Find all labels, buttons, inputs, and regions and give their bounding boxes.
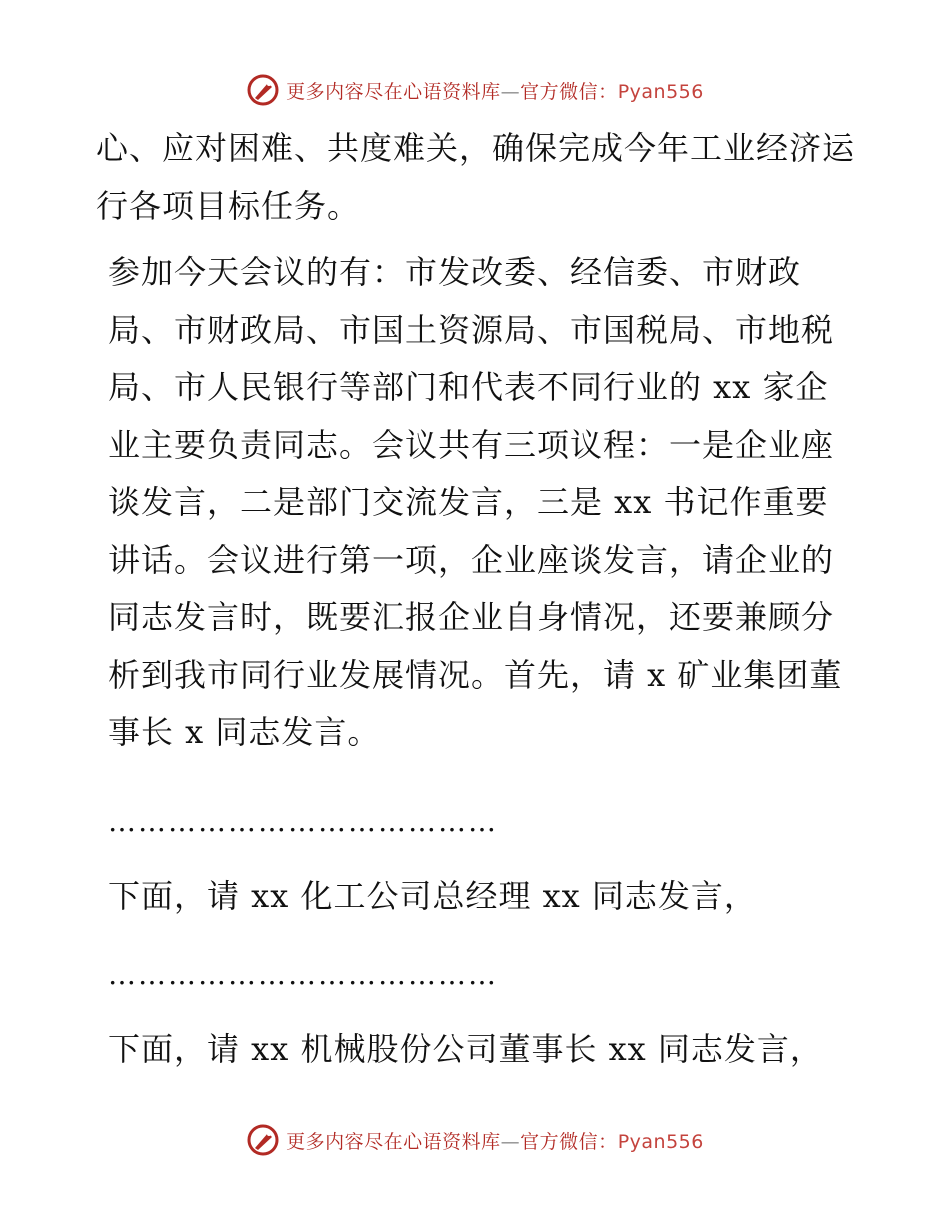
document-body bbox=[96, 120, 856, 1079]
pen-nib-logo-icon bbox=[246, 1123, 280, 1157]
paragraph-2: 参加今天会议的有：市发改委、经信委、市财政局、市财政局、市国土资源局、市国税局、市地税局、市人民银行等部门和代表不同行业的 xx 家企业主要负责同志。会议共有三项议程：一是企业座谈发言，二是部门交流发言，三是 xx 书记作重要讲话。会议进行第一项，企业座谈发言，请企业的同志发言时，既要汇报企业自身情况，还要兼顾分析到我市同行业发展情况。首先，请 x 矿业集团董事长 x 同志发言。 bbox=[108, 253, 843, 751]
footer-watermark bbox=[0, 1120, 950, 1160]
paragraph-3: 下面，请 xx 化工公司总经理 xx 同志发言， bbox=[108, 876, 757, 915]
ellipsis-line-2: ………………………………… bbox=[108, 958, 498, 991]
header-watermark bbox=[0, 70, 950, 110]
watermark-text: 更多内容尽在心语资料库—官方微信：Pyan556 bbox=[286, 1130, 704, 1153]
pen-nib-logo-icon bbox=[246, 73, 280, 107]
watermark-text: 更多内容尽在心语资料库—官方微信：Pyan556 bbox=[286, 80, 704, 103]
paragraph-1: 心、应对困难、共度难关，确保完成今年工业经济运行各项目标任务。 bbox=[96, 129, 856, 225]
ellipsis-line-1: ………………………………… bbox=[108, 804, 498, 838]
paragraph-4: 下面，请 xx 机械股份公司董事长 xx 同志发言， bbox=[108, 1030, 823, 1068]
